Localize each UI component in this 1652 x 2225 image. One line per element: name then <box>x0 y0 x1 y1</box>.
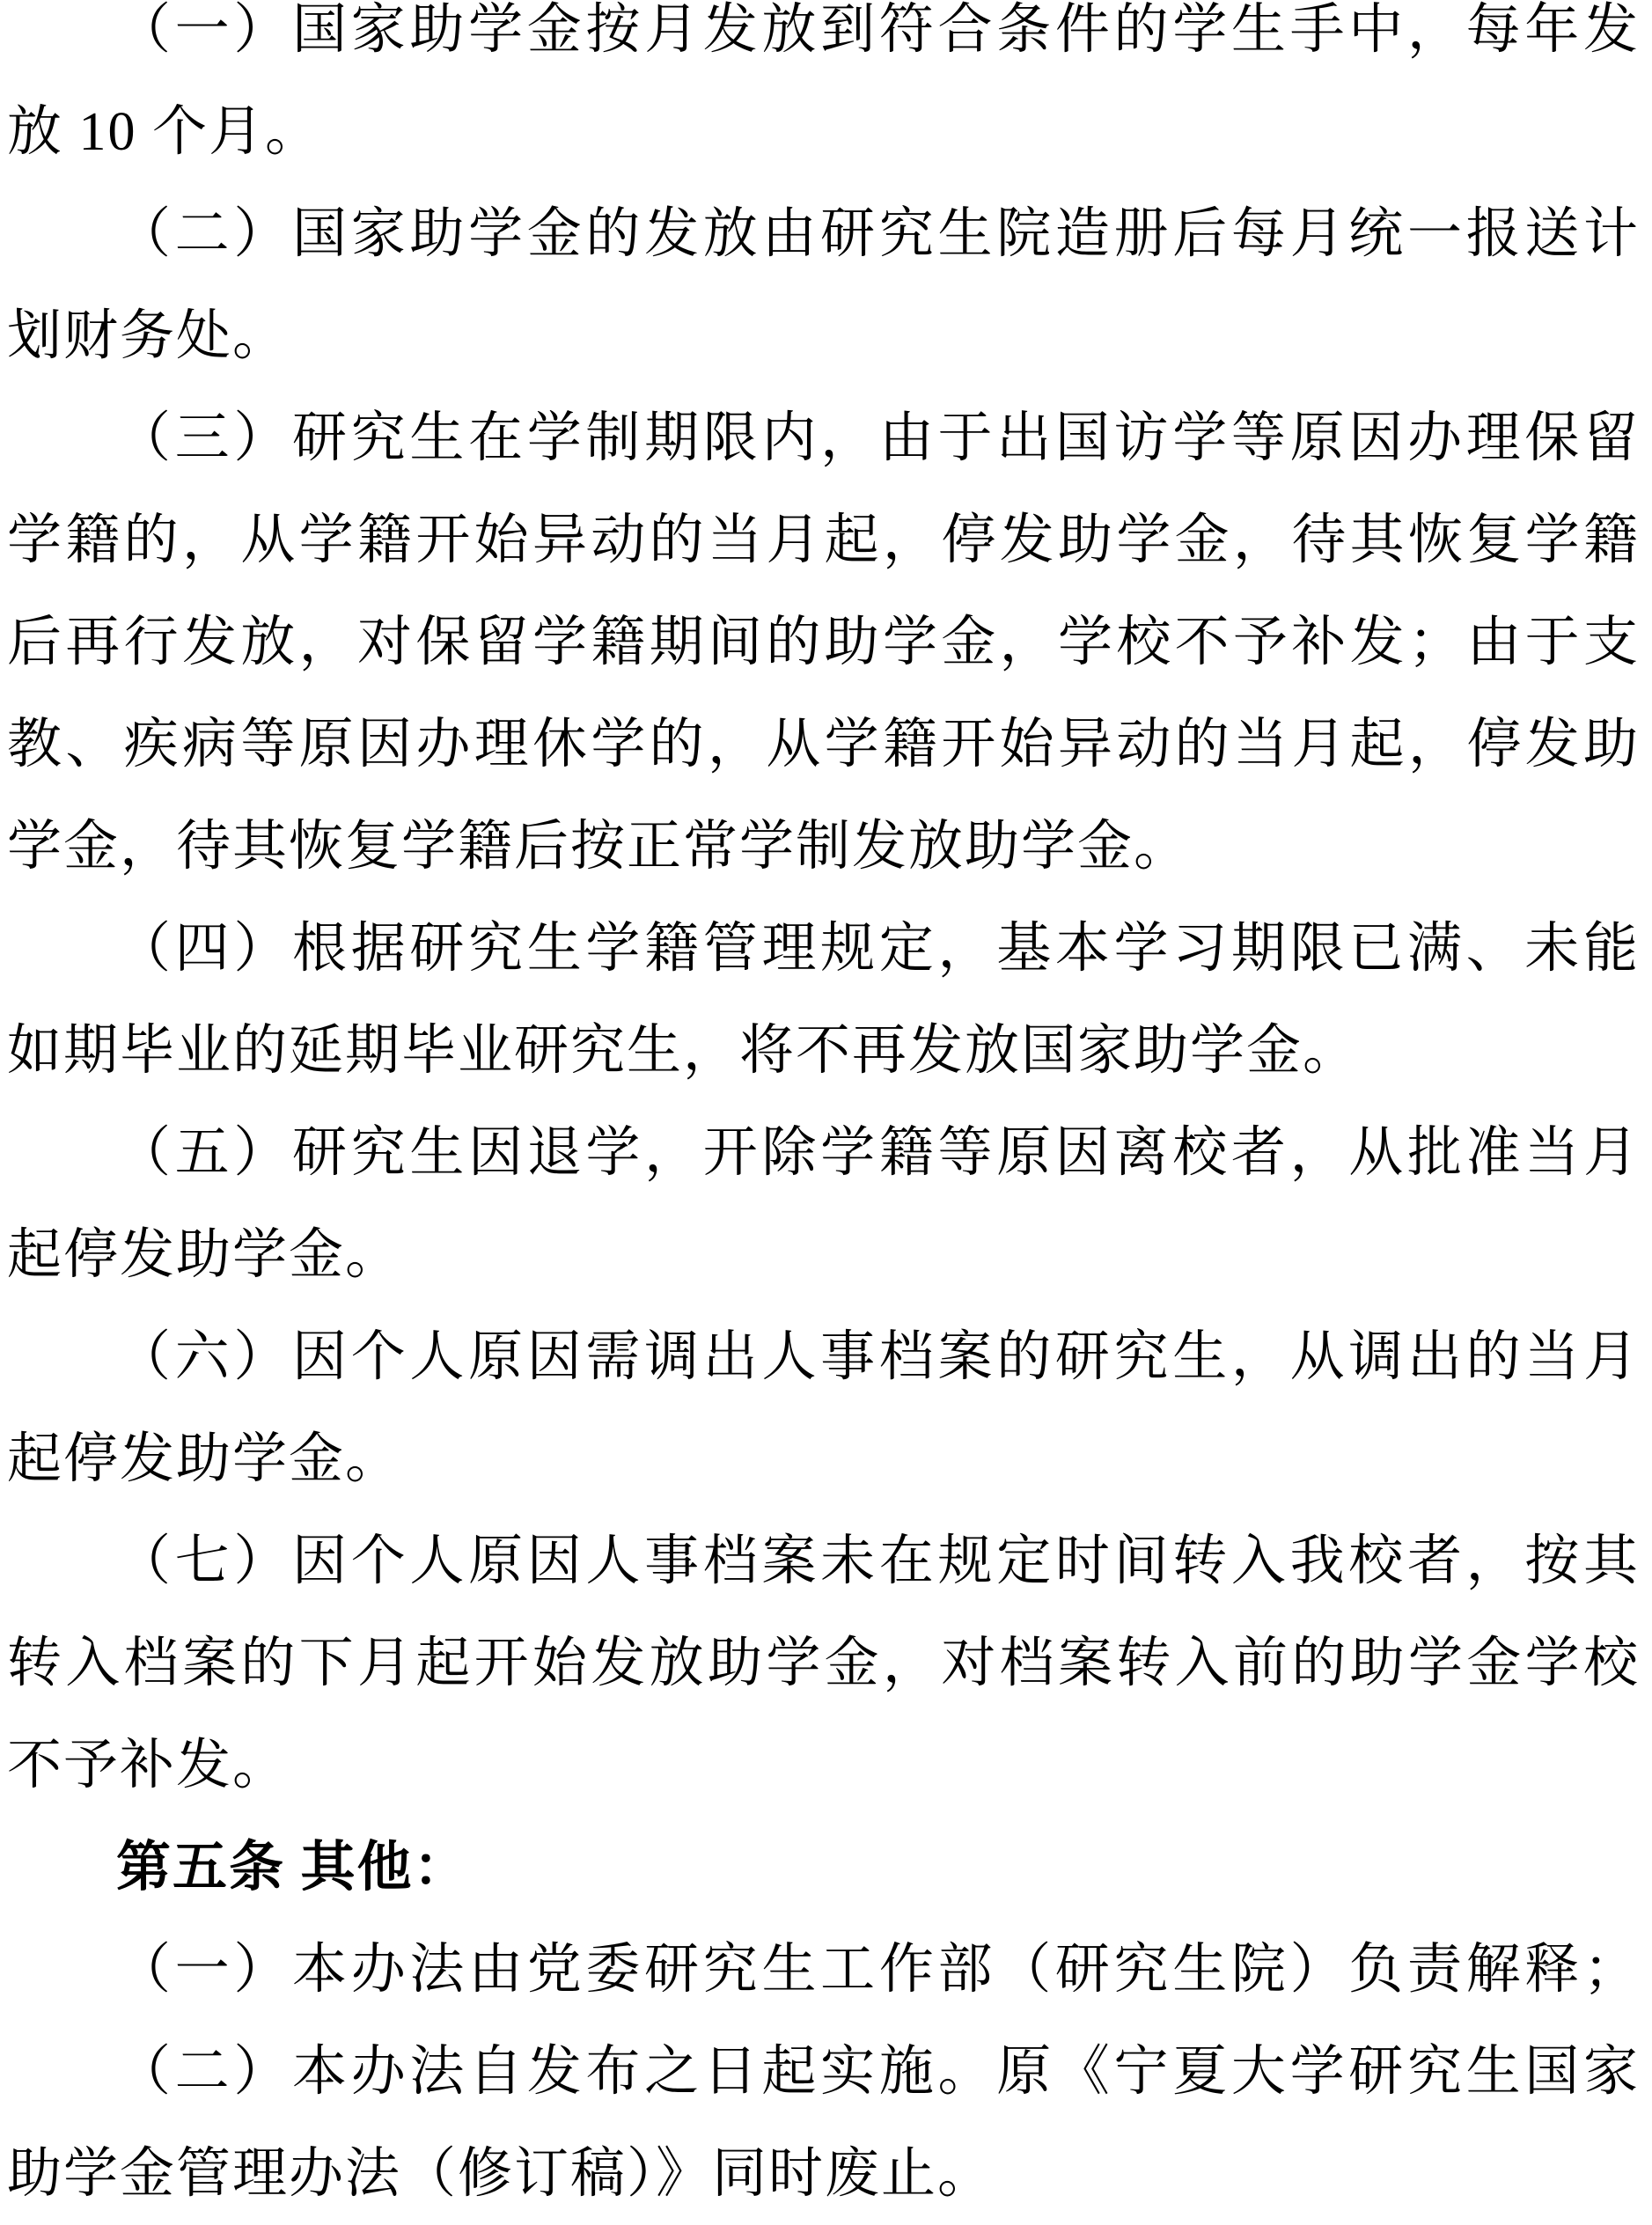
text-line: 不予补发。 <box>7 1736 290 1795</box>
paragraph <box>7 1510 1640 1817</box>
text-line: （二）国家助学金的发放由研究生院造册后每月统一报送计 <box>116 204 1640 264</box>
text-line: （三）研究生在学制期限内，由于出国访学等原因办理保留 <box>116 408 1640 468</box>
text-line: 学籍的，从学籍开始异动的当月起，停发助学金，待其恢复学籍 <box>7 510 1640 570</box>
text-line: 第五条 其他： <box>116 1838 470 1898</box>
text-line: 划财务处。 <box>7 306 290 366</box>
text-line: （六）因个人原因需调出人事档案的研究生，从调出的当月 <box>116 1327 1640 1387</box>
text-line: 起停发助学金。 <box>7 1225 402 1285</box>
paragraph <box>7 1102 1640 1306</box>
text-line: 助学金管理办法（修订稿）》同时废止。 <box>7 2144 995 2204</box>
text-line: 如期毕业的延期毕业研究生，将不再发放国家助学金。 <box>7 1021 1360 1081</box>
paragraph <box>7 1817 1640 1919</box>
text-line: （二）本办法自发布之日起实施。原《宁夏大学研究生国家 <box>116 2042 1640 2102</box>
text-line: 转入档案的下月起开始发放助学金，对档案转入前的助学金学校 <box>7 1634 1640 1693</box>
text-line: （一）国家助学金按月发放到符合条件的学生手中，每年发 <box>116 0 1640 60</box>
paragraph <box>7 0 1640 183</box>
text-line: （四）根据研究生学籍管理规定，基本学习期限已满、未能 <box>116 919 1640 979</box>
paragraph <box>7 387 1640 898</box>
text-line: 教、疾病等原因办理休学的，从学籍开始异动的当月起，停发助 <box>7 715 1640 775</box>
text-line: （一）本办法由党委研究生工作部（研究生院）负责解释； <box>116 1940 1640 2000</box>
paragraph <box>7 898 1640 1102</box>
text-line: （五）研究生因退学，开除学籍等原因离校者，从批准当月 <box>116 1123 1640 1183</box>
text-line: 后再行发放，对保留学籍期间的助学金，学校不予补发；由于支 <box>7 613 1640 672</box>
text-line: 起停发助学金。 <box>7 1429 402 1489</box>
paragraph <box>7 1919 1640 2021</box>
paragraph <box>7 1306 1640 1510</box>
paragraph <box>7 2021 1640 2225</box>
text-line: 放 10 个月。 <box>7 102 322 162</box>
text-line: 学金，待其恢复学籍后按正常学制发放助学金。 <box>7 817 1191 877</box>
paragraph <box>7 183 1640 387</box>
text-line: （七）因个人原因人事档案未在规定时间转入我校者，按其 <box>116 1531 1640 1591</box>
